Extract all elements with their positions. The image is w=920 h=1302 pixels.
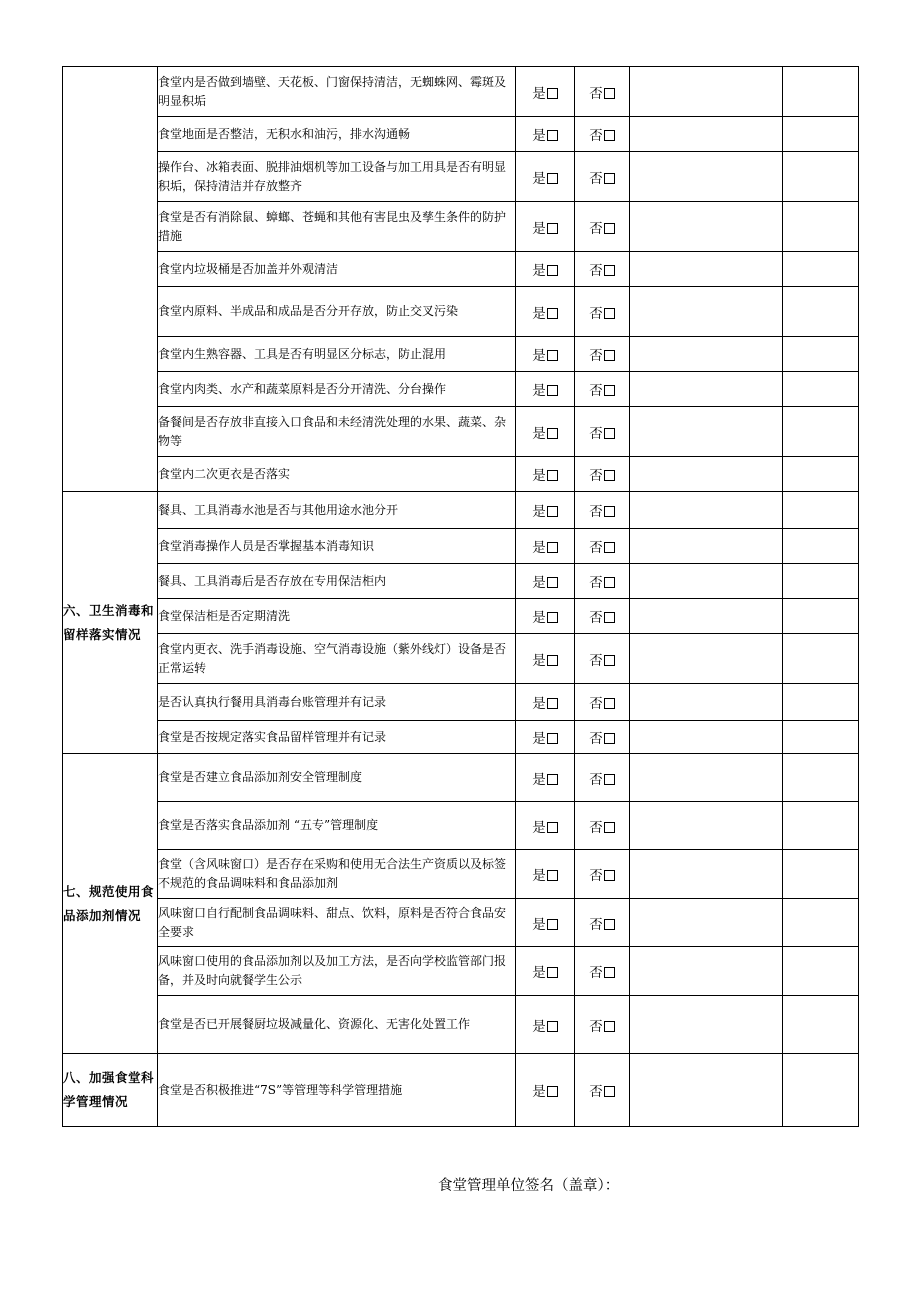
yes-option[interactable] (516, 117, 575, 152)
score-cell[interactable] (783, 1054, 859, 1127)
remarks-cell[interactable] (630, 67, 783, 117)
yes-label: 是 (532, 575, 546, 591)
no-label: 否 (589, 868, 603, 884)
check-item-text: 风味窗口自行配制食品调味料、甜点、饮料，原料是否符合食品安全要求 (158, 899, 516, 947)
yes-option[interactable] (516, 407, 575, 457)
no-option[interactable] (575, 754, 630, 802)
yes-option[interactable] (516, 529, 575, 564)
yes-option[interactable] (516, 152, 575, 202)
yes-label: 是 (532, 305, 546, 322)
score-cell[interactable] (783, 457, 859, 492)
no-checkbox[interactable] (604, 919, 615, 930)
score-cell[interactable] (783, 337, 859, 372)
table-row (63, 529, 859, 564)
check-item-text: 食堂保洁柜是否定期清洗 (158, 599, 516, 634)
no-label: 否 (589, 731, 603, 747)
no-option[interactable] (575, 996, 630, 1054)
remarks-cell[interactable] (630, 754, 783, 802)
no-label: 否 (589, 696, 603, 712)
yes-option[interactable] (516, 899, 575, 947)
yes-label: 是 (532, 696, 546, 712)
remarks-cell[interactable] (630, 899, 783, 947)
score-cell[interactable] (783, 850, 859, 899)
yes-label: 是 (532, 771, 546, 788)
no-checkbox[interactable] (604, 577, 615, 588)
yes-option[interactable] (516, 754, 575, 802)
remarks-cell[interactable] (630, 337, 783, 372)
score-cell[interactable] (783, 996, 859, 1054)
check-item-text: 食堂是否落实食品添加剂 “五专”管理制度 (158, 802, 516, 850)
yes-option[interactable] (516, 67, 575, 117)
score-cell[interactable] (783, 202, 859, 252)
yes-label: 是 (532, 263, 546, 279)
check-item-text: 食堂内二次更衣是否落实 (158, 457, 516, 492)
yes-option[interactable] (516, 947, 575, 996)
yes-checkbox[interactable] (547, 308, 558, 319)
no-label: 否 (589, 170, 603, 187)
no-checkbox[interactable] (604, 265, 615, 276)
yes-label: 是 (532, 504, 546, 520)
no-checkbox[interactable] (604, 428, 615, 439)
score-cell[interactable] (783, 492, 859, 529)
yes-checkbox[interactable] (547, 655, 558, 666)
remarks-cell[interactable] (630, 372, 783, 407)
no-option[interactable] (575, 492, 630, 529)
no-option[interactable] (575, 899, 630, 947)
yes-checkbox[interactable] (547, 577, 558, 588)
no-option[interactable] (575, 947, 630, 996)
table-row (63, 457, 859, 492)
section-title (63, 67, 158, 492)
score-cell[interactable] (783, 754, 859, 802)
remarks-cell[interactable] (630, 634, 783, 684)
remarks-cell[interactable] (630, 252, 783, 287)
yes-label: 是 (532, 965, 546, 981)
yes-label: 是 (532, 468, 546, 484)
yes-checkbox[interactable] (547, 967, 558, 978)
yes-label: 是 (532, 540, 546, 556)
yes-label: 是 (532, 383, 546, 399)
yes-checkbox[interactable] (547, 350, 558, 361)
no-label: 否 (589, 348, 603, 364)
table-row (63, 202, 859, 252)
no-label: 否 (589, 85, 603, 102)
yes-option[interactable] (516, 252, 575, 287)
no-checkbox[interactable] (604, 470, 615, 481)
remarks-cell[interactable] (630, 407, 783, 457)
check-item-text: 食堂内是否做到墙壁、天花板、门窗保持清洁，无蜘蛛网、霉斑及明显积垢 (158, 67, 516, 117)
no-label: 否 (589, 610, 603, 626)
remarks-cell[interactable] (630, 802, 783, 850)
no-checkbox[interactable] (604, 655, 615, 666)
section-title: 八、加强食堂科学管理情况 (63, 1054, 158, 1127)
no-label: 否 (589, 1018, 603, 1035)
yes-checkbox[interactable] (547, 542, 558, 553)
yes-checkbox[interactable] (547, 698, 558, 709)
yes-option[interactable] (516, 287, 575, 337)
yes-checkbox[interactable] (547, 223, 558, 234)
no-checkbox[interactable] (604, 1021, 615, 1032)
remarks-cell[interactable] (630, 457, 783, 492)
check-item-text: 食堂（含风味窗口）是否存在采购和使用无合法生产资质以及标签不规范的食品调味料和食品添加剂 (158, 850, 516, 899)
no-checkbox[interactable] (604, 173, 615, 184)
signature-line: 食堂管理单位签名（盖章）： (438, 1178, 620, 1194)
table-row (63, 754, 859, 802)
no-label: 否 (589, 425, 603, 442)
no-label: 否 (589, 1084, 603, 1100)
check-item-text: 食堂内原料、半成品和成品是否分开存放，防止交叉污染 (158, 287, 516, 337)
no-checkbox[interactable] (604, 385, 615, 396)
remarks-cell[interactable] (630, 684, 783, 721)
no-checkbox[interactable] (604, 612, 615, 623)
no-checkbox[interactable] (604, 733, 615, 744)
score-cell[interactable] (783, 899, 859, 947)
no-option[interactable] (575, 117, 630, 152)
no-label: 否 (589, 263, 603, 279)
yes-option[interactable] (516, 684, 575, 721)
no-option[interactable] (575, 152, 630, 202)
yes-checkbox[interactable] (547, 385, 558, 396)
check-item-text: 餐具、工具消毒后是否存放在专用保洁柜内 (158, 564, 516, 599)
yes-checkbox[interactable] (547, 870, 558, 881)
no-label: 否 (589, 468, 603, 484)
no-option[interactable] (575, 252, 630, 287)
no-checkbox[interactable] (604, 774, 615, 785)
table-row (63, 1054, 859, 1127)
yes-option[interactable] (516, 202, 575, 252)
no-option[interactable] (575, 529, 630, 564)
no-label: 否 (589, 540, 603, 556)
yes-option[interactable] (516, 1054, 575, 1127)
no-option[interactable] (575, 202, 630, 252)
remarks-cell[interactable] (630, 117, 783, 152)
check-item-text: 食堂内垃圾桶是否加盖并外观清洁 (158, 252, 516, 287)
remarks-cell[interactable] (630, 287, 783, 337)
no-option[interactable] (575, 850, 630, 899)
no-option[interactable] (575, 599, 630, 634)
yes-label: 是 (532, 1018, 546, 1035)
yes-option[interactable] (516, 721, 575, 754)
yes-option[interactable] (516, 492, 575, 529)
no-checkbox[interactable] (604, 822, 615, 833)
no-option[interactable] (575, 407, 630, 457)
table-row (63, 252, 859, 287)
check-item-text: 食堂消毒操作人员是否掌握基本消毒知识 (158, 529, 516, 564)
check-item-text: 是否认真执行餐用具消毒台账管理并有记录 (158, 684, 516, 721)
yes-option[interactable] (516, 802, 575, 850)
no-option[interactable] (575, 337, 630, 372)
remarks-cell[interactable] (630, 492, 783, 529)
remarks-cell[interactable] (630, 202, 783, 252)
yes-label: 是 (532, 652, 546, 669)
table-row (63, 947, 859, 996)
no-option[interactable] (575, 721, 630, 754)
no-label: 否 (589, 771, 603, 788)
no-checkbox[interactable] (604, 870, 615, 881)
yes-option[interactable] (516, 564, 575, 599)
yes-label: 是 (532, 731, 546, 747)
no-label: 否 (589, 652, 603, 669)
yes-checkbox[interactable] (547, 88, 558, 99)
table-row (63, 152, 859, 202)
no-checkbox[interactable] (604, 506, 615, 517)
score-cell[interactable] (783, 252, 859, 287)
no-label: 否 (589, 819, 603, 836)
no-label: 否 (589, 220, 603, 237)
remarks-cell[interactable] (630, 947, 783, 996)
no-checkbox[interactable] (604, 308, 615, 319)
no-checkbox[interactable] (604, 350, 615, 361)
no-label: 否 (589, 383, 603, 399)
table-row (63, 372, 859, 407)
yes-label: 是 (532, 128, 546, 144)
check-item-text: 食堂内生熟容器、工具是否有明显区分标志，防止混用 (158, 337, 516, 372)
check-item-text: 食堂是否建立食品添加剂安全管理制度 (158, 754, 516, 802)
no-checkbox[interactable] (604, 223, 615, 234)
yes-label: 是 (532, 610, 546, 626)
yes-option[interactable] (516, 996, 575, 1054)
no-label: 否 (589, 305, 603, 322)
check-item-text: 操作台、冰箱表面、脱排油烟机等加工设备与加工用具是否有明显积垢，保持清洁并存放整齐 (158, 152, 516, 202)
no-checkbox[interactable] (604, 130, 615, 141)
yes-checkbox[interactable] (547, 130, 558, 141)
check-item-text: 食堂内肉类、水产和蔬菜原料是否分开清洗、分台操作 (158, 372, 516, 407)
no-checkbox[interactable] (604, 967, 615, 978)
table-row (63, 287, 859, 337)
remarks-cell[interactable] (630, 1054, 783, 1127)
yes-checkbox[interactable] (547, 612, 558, 623)
yes-checkbox[interactable] (547, 506, 558, 517)
remarks-cell[interactable] (630, 996, 783, 1054)
table-row (63, 634, 859, 684)
score-cell[interactable] (783, 564, 859, 599)
yes-option[interactable] (516, 850, 575, 899)
table-row (63, 684, 859, 721)
yes-option[interactable] (516, 372, 575, 407)
score-cell[interactable] (783, 721, 859, 754)
yes-option[interactable] (516, 457, 575, 492)
yes-label: 是 (532, 170, 546, 187)
no-label: 否 (589, 916, 603, 933)
remarks-cell[interactable] (630, 529, 783, 564)
check-item-text: 食堂地面是否整洁，无积水和油污，排水沟通畅 (158, 117, 516, 152)
no-label: 否 (589, 128, 603, 144)
yes-label: 是 (532, 868, 546, 884)
section-title: 七、规范使用食品添加剂情况 (63, 754, 158, 1054)
remarks-cell[interactable] (630, 599, 783, 634)
table-row (63, 802, 859, 850)
yes-label: 是 (532, 1084, 546, 1100)
no-option[interactable] (575, 67, 630, 117)
remarks-cell[interactable] (630, 721, 783, 754)
score-cell[interactable] (783, 802, 859, 850)
score-cell[interactable] (783, 67, 859, 117)
table-row (63, 564, 859, 599)
check-item-text: 备餐间是否存放非直接入口食品和未经清洗处理的水果、蔬菜、杂物等 (158, 407, 516, 457)
remarks-cell[interactable] (630, 850, 783, 899)
yes-checkbox[interactable] (547, 733, 558, 744)
inspection-table (62, 66, 859, 1127)
score-cell[interactable] (783, 634, 859, 684)
score-cell[interactable] (783, 529, 859, 564)
yes-checkbox[interactable] (547, 265, 558, 276)
score-cell[interactable] (783, 407, 859, 457)
table-row (63, 899, 859, 947)
remarks-cell[interactable] (630, 152, 783, 202)
yes-option[interactable] (516, 634, 575, 684)
table-row (63, 492, 859, 529)
table-row (63, 599, 859, 634)
no-checkbox[interactable] (604, 88, 615, 99)
yes-checkbox[interactable] (547, 1021, 558, 1032)
table-row (63, 67, 859, 117)
yes-label: 是 (532, 85, 546, 102)
yes-checkbox[interactable] (547, 470, 558, 481)
yes-checkbox[interactable] (547, 173, 558, 184)
yes-label: 是 (532, 819, 546, 836)
no-option[interactable] (575, 457, 630, 492)
check-item-text: 风味窗口使用的食品添加剂以及加工方法，是否向学校监管部门报备，并及时向就餐学生公示 (158, 947, 516, 996)
check-item-text: 餐具、工具消毒水池是否与其他用途水池分开 (158, 492, 516, 529)
no-label: 否 (589, 965, 603, 981)
table-row (63, 117, 859, 152)
no-option[interactable] (575, 802, 630, 850)
yes-label: 是 (532, 916, 546, 933)
no-option[interactable] (575, 372, 630, 407)
table-row (63, 850, 859, 899)
table-row (63, 721, 859, 754)
remarks-cell[interactable] (630, 564, 783, 599)
yes-checkbox[interactable] (547, 919, 558, 930)
yes-label: 是 (532, 425, 546, 442)
no-option[interactable] (575, 287, 630, 337)
score-cell[interactable] (783, 372, 859, 407)
check-item-text: 食堂是否有消除鼠、蟑螂、苍蝇和其他有害昆虫及孳生条件的防护措施 (158, 202, 516, 252)
no-option[interactable] (575, 564, 630, 599)
score-cell[interactable] (783, 117, 859, 152)
table-row (63, 996, 859, 1054)
check-item-text: 食堂内更衣、洗手消毒设施、空气消毒设施（紫外线灯）设备是否正常运转 (158, 634, 516, 684)
yes-option[interactable] (516, 599, 575, 634)
yes-label: 是 (532, 220, 546, 237)
no-checkbox[interactable] (604, 1086, 615, 1097)
yes-checkbox[interactable] (547, 1086, 558, 1097)
yes-checkbox[interactable] (547, 774, 558, 785)
table-row (63, 337, 859, 372)
no-checkbox[interactable] (604, 698, 615, 709)
check-item-text: 食堂是否已开展餐厨垃圾减量化、资源化、无害化处置工作 (158, 996, 516, 1054)
yes-checkbox[interactable] (547, 428, 558, 439)
no-option[interactable] (575, 634, 630, 684)
no-label: 否 (589, 504, 603, 520)
score-cell[interactable] (783, 152, 859, 202)
section-title: 六、卫生消毒和留样落实情况 (63, 492, 158, 754)
yes-label: 是 (532, 348, 546, 364)
yes-option[interactable] (516, 337, 575, 372)
table-row (63, 407, 859, 457)
score-cell[interactable] (783, 947, 859, 996)
no-checkbox[interactable] (604, 542, 615, 553)
no-option[interactable] (575, 1054, 630, 1127)
check-item-text: 食堂是否积极推进“7S”等管理等科学管理措施 (158, 1054, 516, 1127)
no-label: 否 (589, 575, 603, 591)
score-cell[interactable] (783, 684, 859, 721)
no-option[interactable] (575, 684, 630, 721)
yes-checkbox[interactable] (547, 822, 558, 833)
score-cell[interactable] (783, 287, 859, 337)
score-cell[interactable] (783, 599, 859, 634)
check-item-text: 食堂是否按规定落实食品留样管理并有记录 (158, 721, 516, 754)
